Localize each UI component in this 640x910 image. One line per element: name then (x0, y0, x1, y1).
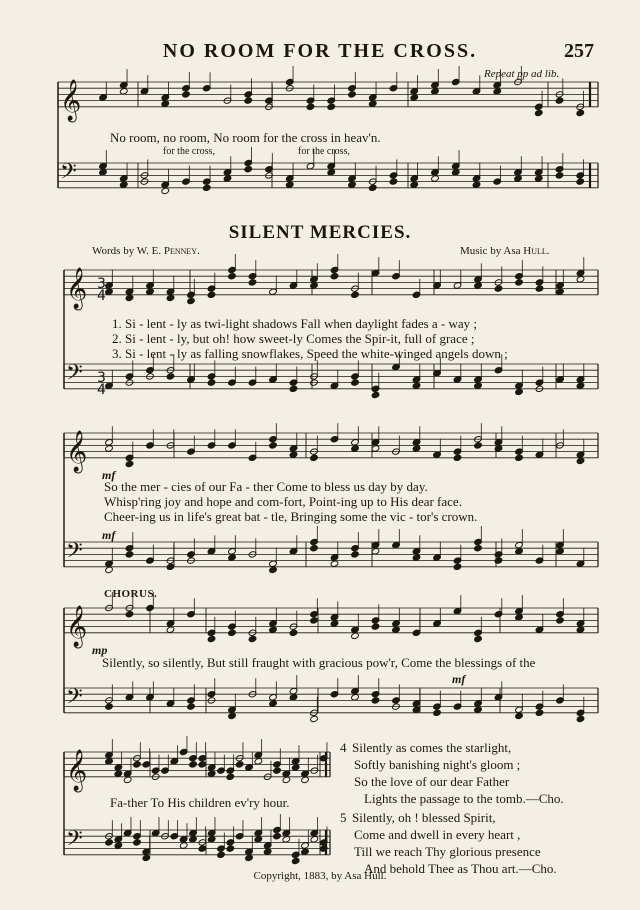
notehead (493, 88, 502, 95)
notehead (310, 282, 319, 289)
notehead (472, 181, 481, 188)
notehead (301, 776, 310, 783)
words-credit (92, 245, 200, 257)
notehead (161, 187, 170, 194)
bass-clef-icon: 𝄢 (66, 826, 83, 857)
notehead (99, 169, 108, 176)
verse-4-number: 4 (340, 740, 347, 755)
notehead (453, 454, 462, 461)
notehead (310, 454, 319, 461)
notehead (244, 166, 253, 173)
dynamic-mf-chorus: mf (452, 672, 466, 686)
notehead (119, 181, 128, 188)
notehead (105, 703, 114, 710)
notehead (494, 557, 503, 564)
bass-clef-icon: 𝄢 (66, 360, 83, 391)
notehead (494, 285, 503, 292)
verse-2-line-1: 2. Si - lent - ly, but oh! how sweet-ly Comes the Spir-it, full of grace ; (112, 331, 475, 346)
notehead (474, 635, 483, 642)
notehead (515, 614, 524, 621)
notehead (351, 632, 360, 639)
notehead (166, 294, 175, 301)
notehead (146, 288, 155, 295)
notehead (285, 181, 294, 188)
notehead (410, 94, 419, 101)
verse-3-line-2: Cheer-ing us in life's great bat - tle, Bringing some the vic - tor's crown. (104, 509, 478, 524)
notehead (310, 617, 319, 624)
notehead (494, 445, 503, 452)
verse-5-line-1: Silently, oh ! blessed Spirit, (352, 810, 496, 825)
notehead (389, 178, 398, 185)
notehead (228, 712, 237, 719)
notehead (348, 91, 357, 98)
notehead (187, 297, 196, 304)
page-number: 257 (564, 40, 594, 62)
notehead (351, 379, 360, 386)
verse-1-line-2: So the mer - cies of our Fa - ther Come to bless us day by day. (104, 479, 428, 494)
notehead (576, 457, 585, 464)
dynamic-mp: mp (92, 643, 108, 657)
notehead (412, 382, 421, 389)
notehead (207, 770, 216, 777)
notehead (330, 620, 339, 627)
notehead (351, 551, 360, 558)
notehead (474, 706, 483, 713)
hymn-title-no-room: NO ROOM FOR THE CROSS. (162, 40, 478, 62)
notehead (515, 388, 524, 395)
verse-2-line-2: Whisp'ring joy and hope and com-fort, Point-ing up to His dear face. (104, 494, 462, 509)
notehead (412, 445, 421, 452)
notehead (310, 836, 319, 843)
notehead (534, 109, 543, 116)
bass-clef-icon: 𝄢 (60, 159, 77, 190)
verse-3-line-1: 3. Si - lent - ly as falling snowflakes, Speed the white-winged angels down ; (112, 346, 508, 361)
notehead (269, 626, 278, 633)
notehead (556, 617, 565, 624)
time-signature-top: 3 (97, 370, 106, 386)
notehead (327, 169, 336, 176)
notehead (166, 563, 175, 570)
notehead (576, 109, 585, 116)
notehead (351, 694, 360, 701)
notehead (207, 836, 216, 843)
verse-4-line-1: Silently as comes the starlight, (352, 740, 512, 755)
notehead (207, 291, 216, 298)
notehead (248, 279, 257, 286)
words-credit-label: Words by W. E. (92, 245, 162, 257)
verse-4-line-4: Lights the passage to the tomb.—Cho. (364, 791, 564, 806)
notehead (412, 706, 421, 713)
notehead (228, 273, 237, 280)
copyright-line: Copyright, 1883, by Asa Hull. (253, 870, 387, 882)
notehead (198, 845, 207, 852)
notehead (226, 773, 235, 780)
notehead (202, 184, 211, 191)
notehead (105, 758, 114, 765)
notehead (351, 291, 360, 298)
notehead (105, 839, 114, 846)
notehead (330, 273, 339, 280)
notehead (235, 761, 244, 768)
notehead (125, 460, 134, 467)
notehead (301, 848, 310, 855)
hymn1-alto-2: for the cross, (298, 146, 350, 157)
notehead (555, 172, 564, 179)
notehead (371, 623, 380, 630)
words-credit-name: Penney. (163, 245, 200, 257)
notehead (263, 848, 272, 855)
notehead (576, 276, 585, 283)
notehead (269, 442, 278, 449)
notehead (515, 548, 524, 555)
notehead (576, 382, 585, 389)
notehead (125, 611, 134, 618)
hymn-title-silent-mercies: SILENT MERCIES. (228, 222, 412, 243)
notehead (166, 373, 175, 380)
notehead (351, 445, 360, 452)
notehead (474, 442, 483, 449)
notehead (273, 767, 282, 774)
notehead (289, 694, 298, 701)
chorus-lyric: Silently, so silently, But still fraught with gracious pow'r, Come the blessings of the (102, 655, 536, 670)
notehead (534, 175, 543, 182)
verse-4-line-2: Softly banishing night's gloom ; (354, 757, 521, 772)
notehead (248, 635, 257, 642)
notehead (207, 379, 216, 386)
notehead (392, 626, 401, 633)
notehead (433, 709, 442, 716)
notehead (187, 703, 196, 710)
notehead (474, 545, 483, 552)
notehead (535, 285, 544, 292)
notehead (226, 845, 235, 852)
treble-clef-icon: 𝄞 (66, 267, 88, 309)
bass-clef-icon: 𝄢 (66, 684, 83, 715)
notehead (371, 391, 380, 398)
treble-clef-icon: 𝄞 (66, 605, 88, 647)
notehead (453, 563, 462, 570)
notehead (119, 88, 128, 95)
music-credit-name: Hull. (523, 245, 550, 257)
notehead (273, 833, 282, 840)
notehead (576, 715, 585, 722)
treble-clef-icon: 𝄞 (60, 79, 82, 121)
notehead (166, 626, 175, 633)
notehead (125, 294, 134, 301)
notehead (269, 566, 278, 573)
notehead (254, 758, 263, 765)
notehead (105, 566, 114, 573)
notehead (515, 279, 524, 286)
music-credit-label: Music by Asa (460, 245, 521, 257)
notehead (207, 635, 216, 642)
notehead (228, 629, 237, 636)
notehead (217, 851, 226, 858)
notehead (431, 88, 440, 95)
notehead (576, 626, 585, 633)
verse-4-line-3: So the love of our dear Father (354, 774, 510, 789)
notehead (161, 100, 170, 107)
notehead (410, 181, 419, 188)
notehead (114, 770, 123, 777)
notehead (189, 836, 198, 843)
dynamic-mf-treble: mf (102, 468, 116, 482)
notehead (189, 761, 198, 768)
notehead (105, 288, 114, 295)
verse-1-line-1: 1. Si - lent - ly as twi-light shadows Fall when daylight fades a - way ; (112, 316, 478, 331)
notehead (269, 700, 278, 707)
hymn1-alto-1: for the cross, (163, 146, 215, 157)
notehead (123, 776, 132, 783)
time-signature-top: 3 (97, 276, 106, 292)
time-signature-bottom: 4 (97, 288, 106, 304)
notehead (555, 97, 564, 104)
notehead (474, 282, 483, 289)
notehead (371, 697, 380, 704)
notehead (179, 842, 188, 849)
notehead (556, 548, 565, 555)
notehead (368, 184, 377, 191)
notehead (114, 842, 123, 849)
notehead (142, 854, 151, 861)
repeat-note: Repeat pp ad lib. (484, 68, 560, 80)
notehead (245, 854, 254, 861)
notehead (105, 445, 114, 452)
dynamic-mf-bass: mf (102, 528, 116, 542)
chorus-label: CHORUS. (104, 588, 158, 600)
notehead (133, 839, 142, 846)
notehead (289, 451, 298, 458)
notehead (254, 836, 263, 843)
notehead (282, 776, 291, 783)
notehead (306, 103, 315, 110)
notehead (223, 175, 232, 182)
notehead (515, 454, 524, 461)
final-lyric: Fa-ther To His children ev'ry hour. (110, 795, 290, 810)
hymn1-lyric: No room, no room, No room for the cross in heav'n. (110, 130, 381, 145)
bass-clef-icon: 𝄢 (66, 538, 83, 569)
notehead (556, 288, 565, 295)
notehead (330, 560, 339, 567)
notehead (514, 175, 523, 182)
notehead (198, 761, 207, 768)
music-credit (460, 245, 550, 257)
notehead (289, 629, 298, 636)
notehead (576, 178, 585, 185)
notehead (182, 91, 191, 98)
notehead (474, 382, 483, 389)
notehead (228, 554, 237, 561)
verse-5-line-2: Come and dwell in every heart , (354, 827, 521, 842)
notehead (431, 175, 440, 182)
notehead (412, 554, 421, 561)
notehead (291, 764, 300, 771)
notehead (289, 385, 298, 392)
time-signature-bottom: 4 (97, 382, 106, 398)
verse-5-number: 5 (340, 810, 347, 825)
notehead (291, 857, 300, 864)
notehead (327, 103, 336, 110)
notehead (535, 709, 544, 716)
verse-5-line-4: And behold Thee as Thou art.—Cho. (364, 861, 557, 876)
notehead (125, 551, 134, 558)
treble-clef-icon: 𝄞 (66, 749, 88, 791)
notehead (310, 715, 319, 722)
notehead (133, 761, 142, 768)
notehead (310, 545, 319, 552)
notehead (371, 548, 380, 555)
notehead (451, 169, 460, 176)
notehead (348, 181, 357, 188)
notehead (368, 100, 377, 107)
treble-clef-icon: 𝄞 (66, 430, 88, 472)
notehead (515, 712, 524, 719)
notehead (244, 97, 253, 104)
verse-5-line-3: Till we reach Thy glorious presence (354, 844, 541, 859)
notehead (371, 445, 380, 452)
notehead (282, 836, 291, 843)
